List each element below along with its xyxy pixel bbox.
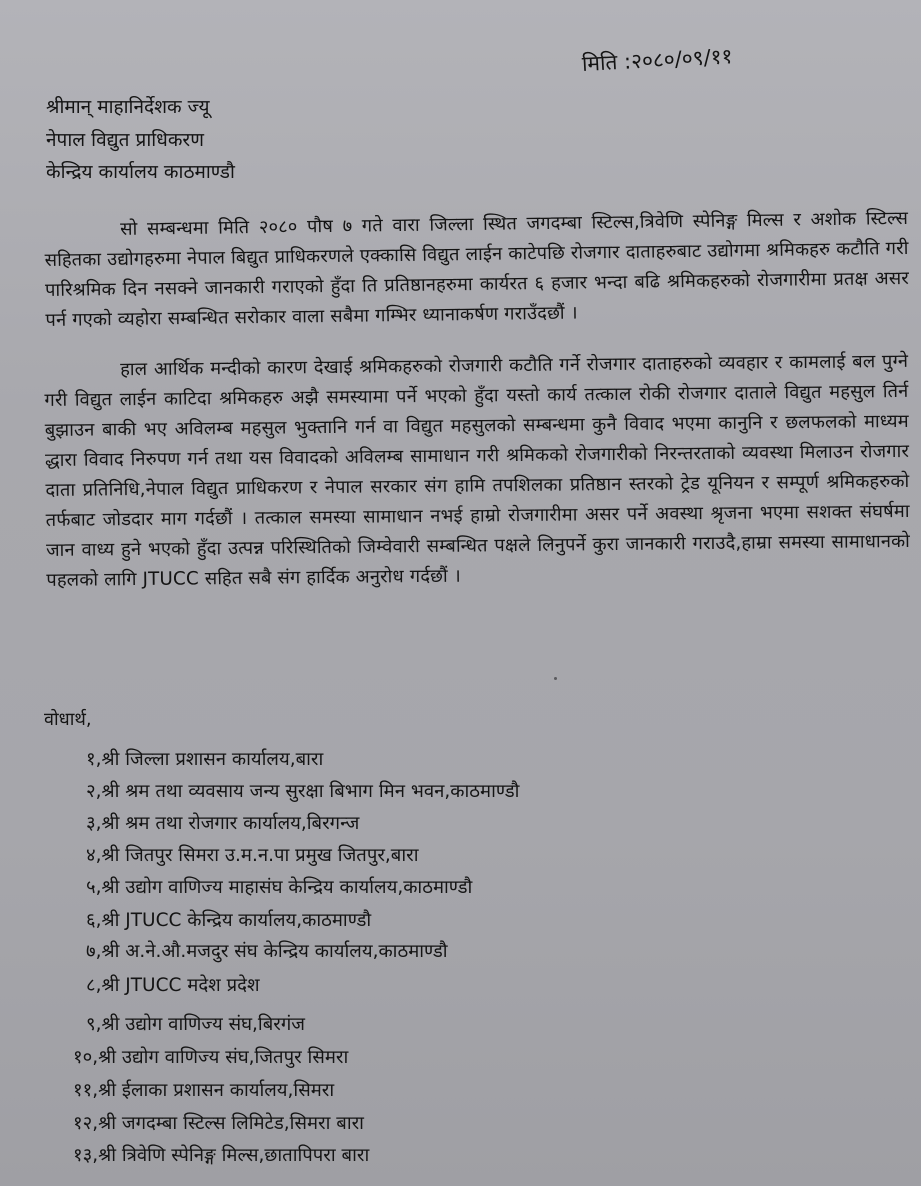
cc-item: ९,श्री उद्योग वाणिज्य संघ,बिरगंज — [86, 1014, 305, 1035]
scan-speck — [554, 677, 557, 680]
addressee-line-1: श्रीमान् माहानिर्देशक ज्यू — [46, 96, 210, 118]
cc-item: ६,श्री JTUCC केन्द्रिय कार्यालय,काठमाण्डौ — [86, 910, 372, 931]
bodhartha-label: वोधार्थ, — [44, 709, 92, 730]
cc-item: ५,श्री उद्योग वाणिज्य माहासंघ केन्द्रिय कार्यालय,काठमाण्डौ — [86, 877, 473, 898]
body-paragraph-2: हाल आर्थिक मन्दीको कारण देखाई श्रमिकहरुको रोजगारी कटौति गर्ने रोजगार दाताहरुको व्यवहार र कामलाई बल पुग्ने गरी विद्युत लाईन काटिदा श्रमिकहरु अझै समस्यामा पर्ने भएको हुँदा यस्तो कार्य तत्काल रोकी रोजगार दाताले विद्युत महसुल तिर्न बुझाउन बाकी भए अविलम्ब महसुल भुक्तानि गर्न वा विद्युत महसुलको सम्बन्धमा कुनै विवाद भएमा कानुनि र छलफलको माध्यम द्धारा विवाद निरुपण गर्न तथा यस विवादको अविलम्ब सामाधान गरी श्रमिकको रोजगारीको निरन्तरताको व्यवस्था मिलाउन रोजगार दाता प्रतिनिधि,नेपाल विद्युत प्राधिकरण र नेपाल सरकार संग हामि तपशिलका प्रतिष्ठान स्तरको ट्रेड यूनियन र सम्पूर्ण श्रमिकहरुको तर्फबाट जोडदार माग गर्दछौं । तत्काल समस्या सामाधान नभई हाम्रो रोजगारीमा असर पर्ने अवस्था श्रृजना भएमा सशक्त संघर्षमा जान वाध्य हुने भएको हुँदा उत्पन्न परिस्थितिको जिम्वेवारी सम्बन्धित पक्षले लिनुपर्ने कुरा जानकारी गराउदै,हाम्रा समस्या सामाधानको पहलको लागि JTUCC सहित सबै संग हार्दिक अनुरोध गर्दछौं । — [44, 350, 911, 591]
addressee-line-3: केन्द्रिय कार्यालय काठमाण्डौ — [46, 161, 235, 183]
addressee-line-2: नेपाल विद्युत प्राधिकरण — [46, 129, 204, 151]
cc-item: १२,श्री जगदम्बा स्टिल्स लिमिटेड,सिमरा बारा — [73, 1113, 364, 1134]
cc-item: १०,श्री उद्योग वाणिज्य संघ,जितपुर सिमरा — [73, 1047, 349, 1068]
cc-item: १३,श्री त्रिवेणि स्पेनिङ्ग मिल्स,छातापिपरा बारा — [73, 1145, 370, 1166]
cc-item: १,श्री जिल्ला प्रशासन कार्यालय,बारा — [86, 749, 324, 770]
cc-item: ३,श्री श्रम तथा रोजगार कार्यालय,बिरगन्ज — [86, 813, 360, 834]
cc-item: ११,श्री ईलाका प्रशासन कार्यालय,सिमरा — [73, 1080, 335, 1101]
cc-item: २,श्री श्रम तथा व्यवसाय जन्य सुरक्षा बिभाग मिन भवन,काठमाण्डौ — [86, 781, 520, 802]
cc-item: ८,श्री JTUCC मदेश प्रदेश — [86, 975, 260, 996]
cc-item: ७,श्री अ.ने.औ.मजदुर संघ केन्द्रिय कार्यालय,काठमाण्डौ — [86, 941, 448, 962]
cc-item: ४,श्री जितपुर सिमरा उ.म.न.पा प्रमुख जितपुर,बारा — [86, 845, 419, 866]
letter-date: मिति :२०८०/०९/११ — [581, 44, 734, 76]
body-paragraph-1: सो सम्बन्धमा मिति २०८० पौष ७ गते वारा जिल्ला स्थित जगदम्बा स्टिल्स,त्रिवेणि स्पेनिङ्ग मिल्स र अशोक स्टिल्स सहितका उद्योगहरुमा नेपाल बिद्युत प्राधिकरणले एक्कासि विद्युत लाईन काटेपछि रोजगार दाताहरुबाट उद्योगमा श्रमिकहरु कटौति गरी पारिश्रमिक दिन नसक्ने जानकारी गराएको हुँदा ति प्रतिष्ठानहरुमा कार्यरत ६ हजार भन्दा बढि श्रमिकहरुको रोजगारीमा प्रतक्ष असर पर्न गएको व्यहोरा सम्बन्धित सरोकार वाला सबैमा गम्भिर ध्यानाकर्षण गराउँदछौं । — [44, 207, 910, 331]
